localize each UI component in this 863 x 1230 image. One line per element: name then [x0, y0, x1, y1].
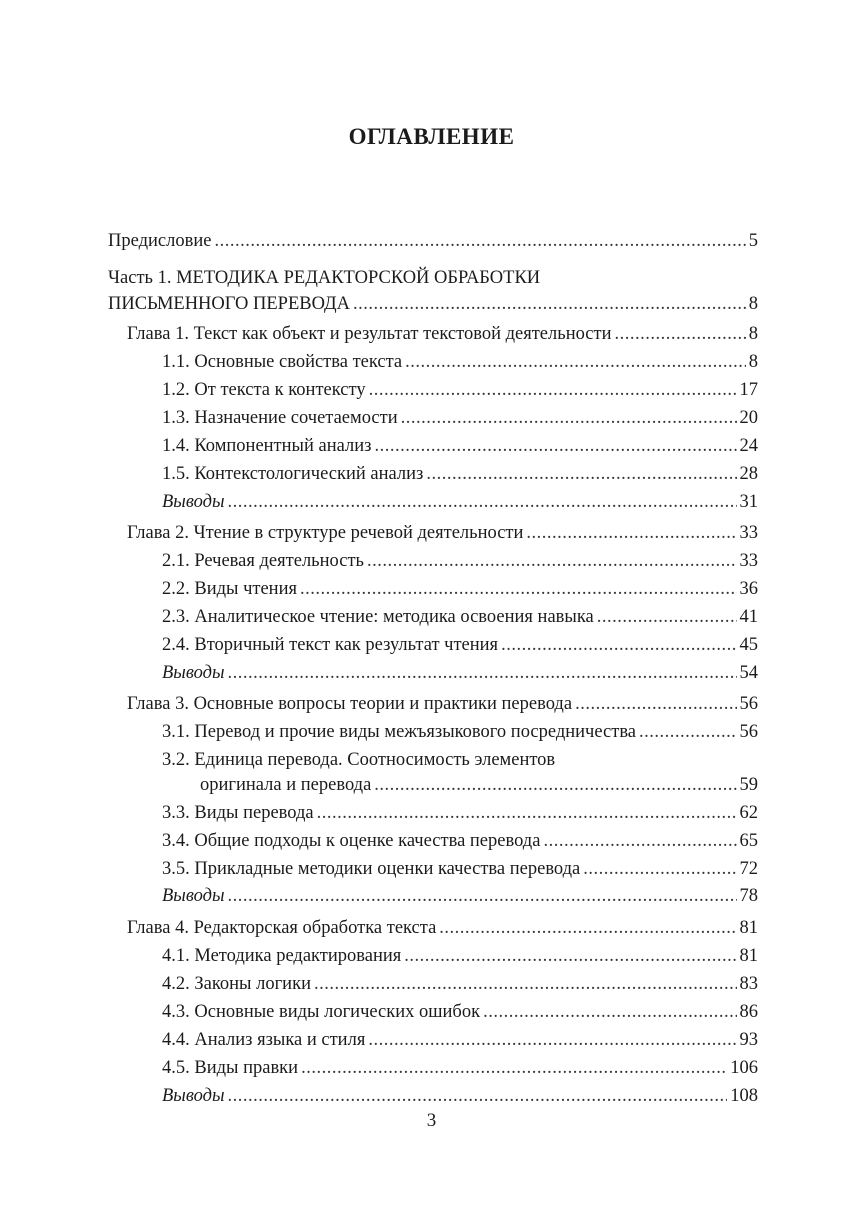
toc-leader	[526, 520, 736, 546]
toc-entry-chapter-3[interactable]	[127, 691, 758, 717]
toc-entry-conclusions-2[interactable]	[162, 660, 758, 686]
toc-leader	[639, 719, 736, 745]
toc-entry-section-3-1[interactable]	[162, 719, 758, 745]
toc-entry-conclusions-4[interactable]	[162, 1083, 758, 1109]
toc-leader	[401, 405, 737, 431]
toc-label: 4.1. Методика редактирования	[162, 946, 402, 966]
toc-label: 4.5. Виды правки	[162, 1058, 299, 1078]
toc-label: Глава 4. Редакторская обработка текста	[127, 918, 437, 938]
toc-page: 8	[748, 324, 758, 344]
toc-entry-conclusions-1[interactable]	[162, 489, 758, 515]
toc-page: 59	[739, 775, 758, 795]
toc-page: 56	[739, 722, 758, 742]
toc-entry-section-4-2[interactable]	[162, 971, 758, 997]
toc-entry-conclusions-3[interactable]	[162, 883, 758, 909]
toc-leader	[597, 604, 737, 630]
toc-page: 31	[739, 492, 758, 512]
toc-entry-section-1-2[interactable]	[162, 377, 758, 403]
toc-leader	[228, 1083, 728, 1109]
toc-leader	[300, 576, 737, 602]
toc-leader	[575, 691, 736, 717]
toc-leader	[615, 321, 746, 347]
toc-label: 1.3. Назначение сочетаемости	[162, 408, 398, 428]
toc-label: Выводы	[162, 886, 225, 906]
toc-page: 108	[730, 1086, 758, 1106]
toc-label: 3.5. Прикладные методики оценки качества перевода	[162, 859, 581, 879]
toc-label: 2.1. Речевая деятельность	[162, 551, 364, 571]
toc-page: 33	[739, 523, 758, 543]
toc-leader	[214, 228, 745, 254]
toc-page: 93	[739, 1030, 758, 1050]
toc-leader	[426, 461, 736, 487]
toc-leader	[353, 291, 746, 317]
toc-entry-section-2-4[interactable]	[162, 632, 758, 658]
toc-leader	[314, 971, 737, 997]
toc-entry-section-1-1[interactable]	[162, 349, 758, 375]
toc-label: 1.5. Контекстологический анализ	[162, 464, 424, 484]
toc-entry-section-1-4[interactable]	[162, 433, 758, 459]
toc-page: 41	[739, 607, 758, 627]
toc-entry-section-4-4[interactable]	[162, 1027, 758, 1053]
toc-page: 62	[739, 803, 758, 823]
toc-page: 8	[748, 294, 758, 314]
toc-entry-section-2-3[interactable]	[162, 604, 758, 630]
toc-label: 2.3. Аналитическое чтение: методика освоения навыка	[162, 607, 594, 627]
toc-label: Выводы	[162, 1086, 225, 1106]
toc-label: 4.2. Законы логики	[162, 974, 311, 994]
toc-entry-section-3-4[interactable]	[162, 828, 758, 854]
toc-leader	[405, 349, 746, 375]
toc-page: 20	[739, 408, 758, 428]
toc-page: 56	[739, 694, 758, 714]
toc-leader	[483, 999, 736, 1025]
toc-leader	[501, 632, 736, 658]
toc-label: 2.4. Вторичный текст как результат чтения	[162, 635, 499, 655]
toc-page: 28	[739, 464, 758, 484]
toc-label: 1.2. От текста к контексту	[162, 380, 366, 400]
toc-label: 4.4. Анализ языка и стиля	[162, 1030, 366, 1050]
toc-leader	[439, 915, 736, 941]
toc-page: 78	[739, 886, 758, 906]
toc-leader	[367, 548, 737, 574]
toc-entry-section-2-2[interactable]	[162, 576, 758, 602]
toc-leader	[583, 856, 736, 882]
toc-label: 3.4. Общие подходы к оценке качества перевода	[162, 831, 541, 851]
toc-label: Предисловие	[108, 231, 212, 251]
page-number: 3	[426, 1110, 437, 1131]
toc-page: 36	[739, 579, 758, 599]
toc-label: 1.1. Основные свойства текста	[162, 352, 403, 372]
toc-page: 81	[739, 946, 758, 966]
toc-page: 86	[739, 1002, 758, 1022]
toc-label: ПИСЬМЕННОГО ПЕРЕВОДА	[108, 294, 350, 314]
toc-label: Выводы	[162, 663, 225, 683]
toc-leader	[317, 800, 737, 826]
toc-page: 24	[739, 436, 758, 456]
toc-leader	[228, 489, 737, 515]
toc-page: 45	[739, 635, 758, 655]
toc-label: Глава 2. Чтение в структуре речевой деятельности	[127, 523, 524, 543]
page-title: ОГЛАВЛЕНИЕ	[348, 124, 515, 149]
toc-label: 1.4. Компонентный анализ	[162, 436, 372, 456]
toc-part-title-line1: Часть 1. МЕТОДИКА РЕДАКТОРСКОЙ ОБРАБОТКИ	[108, 268, 541, 288]
toc-entry-preface[interactable]	[108, 228, 758, 254]
toc-entry-section-4-1[interactable]	[162, 943, 758, 969]
toc-label: Выводы	[162, 492, 225, 512]
toc-entry-section-4-5[interactable]	[162, 1055, 758, 1081]
toc-label: 2.2. Виды чтения	[162, 579, 297, 599]
toc-leader	[369, 377, 737, 403]
toc-page: 17	[739, 380, 758, 400]
toc-entry-section-1-5[interactable]	[162, 461, 758, 487]
toc-entry-section-1-3[interactable]	[162, 405, 758, 431]
toc-entry-chapter-4[interactable]	[127, 915, 758, 941]
toc-entry-part1[interactable]	[108, 291, 758, 317]
toc-page: 72	[739, 859, 758, 879]
toc-page: 83	[739, 974, 758, 994]
toc-page: 8	[748, 352, 758, 372]
toc-leader	[228, 660, 737, 686]
toc-page: 33	[739, 551, 758, 571]
toc-label: 4.3. Основные виды логических ошибок	[162, 1002, 481, 1022]
toc-leader	[301, 1055, 727, 1081]
toc-label: Глава 3. Основные вопросы теории и практики перевода	[127, 694, 573, 714]
toc-entry-section-4-3[interactable]	[162, 999, 758, 1025]
toc-entry-section-3-3[interactable]	[162, 800, 758, 826]
toc-page: 81	[739, 918, 758, 938]
toc-page: 5	[748, 231, 758, 251]
toc-label: оригинала и перевода	[200, 775, 372, 795]
toc-leader	[543, 828, 736, 854]
toc-leader	[228, 883, 737, 909]
toc-leader	[374, 433, 736, 459]
toc-leader	[368, 1027, 736, 1053]
toc-section-3-2-line1: 3.2. Единица перевода. Соотносимость элементов	[162, 750, 556, 770]
toc-label: Глава 1. Текст как объект и результат текстовой деятельности	[127, 324, 612, 344]
toc-page: 54	[739, 663, 758, 683]
toc-entry-section-2-1[interactable]	[162, 548, 758, 574]
toc-label: 3.3. Виды перевода	[162, 803, 314, 823]
toc-entry-section-3-5[interactable]	[162, 856, 758, 882]
toc-leader	[404, 943, 736, 969]
toc-page: 106	[730, 1058, 758, 1078]
toc-label: 3.1. Перевод и прочие виды межъязыкового посредничества	[162, 722, 637, 742]
toc-entry-section-3-2[interactable]	[200, 772, 758, 798]
toc-entry-chapter-1[interactable]	[127, 321, 758, 347]
toc-leader	[374, 772, 736, 798]
toc-page: 65	[739, 831, 758, 851]
toc-entry-chapter-2[interactable]	[127, 520, 758, 546]
